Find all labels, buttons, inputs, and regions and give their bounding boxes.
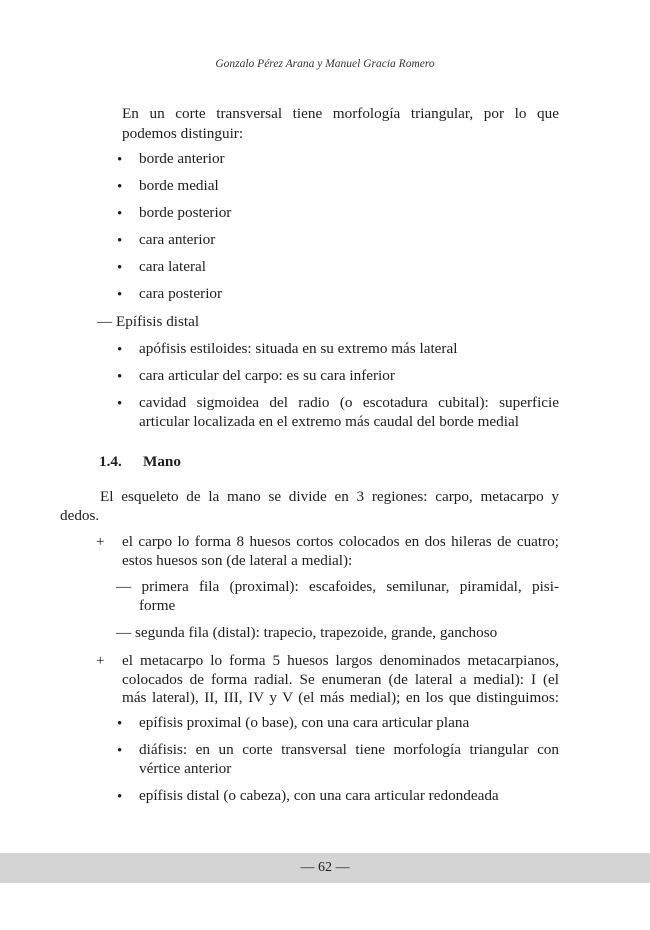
plus-item-line-1: el carpo lo forma 8 huesos cortos colocados en dos hileras de cuatro; [122, 533, 559, 550]
section-number: 1.4. [99, 453, 122, 470]
list-item: cara anterior [139, 231, 216, 248]
list-item: cara posterior [139, 285, 223, 302]
plus-item-line-1: el metacarpo lo forma 5 huesos largos denominados metacarpianos, [122, 652, 559, 669]
plus-marker: + [96, 653, 105, 669]
bullet-marker: • [117, 233, 123, 249]
list-item-continuation: vértice anterior [139, 760, 232, 777]
list-item: cara articular del carpo: es su cara inferior [139, 367, 395, 384]
bullet-marker: • [117, 396, 123, 412]
bullet-marker: • [117, 716, 123, 732]
list-item: cara lateral [139, 258, 207, 275]
list-item: epífisis distal (o cabeza), con una cara articular redondeada [139, 787, 499, 804]
bullet-marker: • [117, 743, 123, 759]
section-title: Mano [143, 453, 181, 470]
intro-line-2: podemos distinguir: [122, 125, 244, 142]
bullet-marker: • [117, 789, 123, 805]
sub-item: — segunda fila (distal): trapecio, trapezoide, grande, ganchoso [116, 624, 498, 641]
list-item: cavidad sigmoidea del radio (o escotadura cubital): superficie [139, 394, 559, 411]
bullet-marker: • [117, 342, 123, 358]
list-item: borde anterior [139, 150, 225, 167]
intro-line-1: En un corte transversal tiene morfología triangular, por lo que [122, 105, 559, 122]
plus-marker: + [96, 534, 105, 550]
sub-item-line-2: forme [139, 597, 176, 614]
list-item: borde posterior [139, 204, 232, 221]
plus-item-line-2: estos huesos son (de lateral a medial): [122, 552, 353, 569]
bullet-marker: • [117, 369, 123, 385]
running-header: Gonzalo Pérez Arana y Manuel Gracia Romero [215, 58, 435, 70]
plus-item-line-3: más lateral), II, III, IV y V (el más medial); en los que distinguimos: [122, 689, 559, 706]
sub-item-line-1: — primera fila (proximal): escafoides, semilunar, piramidal, pisi- [116, 578, 559, 595]
bullet-marker: • [117, 287, 123, 303]
list-item: apófisis estiloides: situada en su extremo más lateral [139, 340, 458, 357]
bullet-marker: • [117, 206, 123, 222]
paragraph-line-2: dedos. [60, 507, 100, 524]
paragraph-line-1: El esqueleto de la mano se divide en 3 regiones: carpo, metacarpo y [100, 488, 559, 505]
dash-item-epifisis-distal: — Epífisis distal [97, 313, 200, 330]
bullet-marker: • [117, 152, 123, 168]
list-item: borde medial [139, 177, 219, 194]
list-item: epífisis proximal (o base), con una cara articular plana [139, 714, 470, 731]
page-number: — 62 — [300, 860, 350, 875]
bullet-marker: • [117, 260, 123, 276]
list-item-continuation: articular localizada en el extremo más caudal del borde medial [139, 413, 519, 430]
bullet-marker: • [117, 179, 123, 195]
plus-item-line-2: colocados de forma radial. Se enumeran (de lateral a medial): I (el [122, 671, 559, 688]
list-item: diáfisis: en un corte transversal tiene morfología triangular con [139, 741, 559, 758]
